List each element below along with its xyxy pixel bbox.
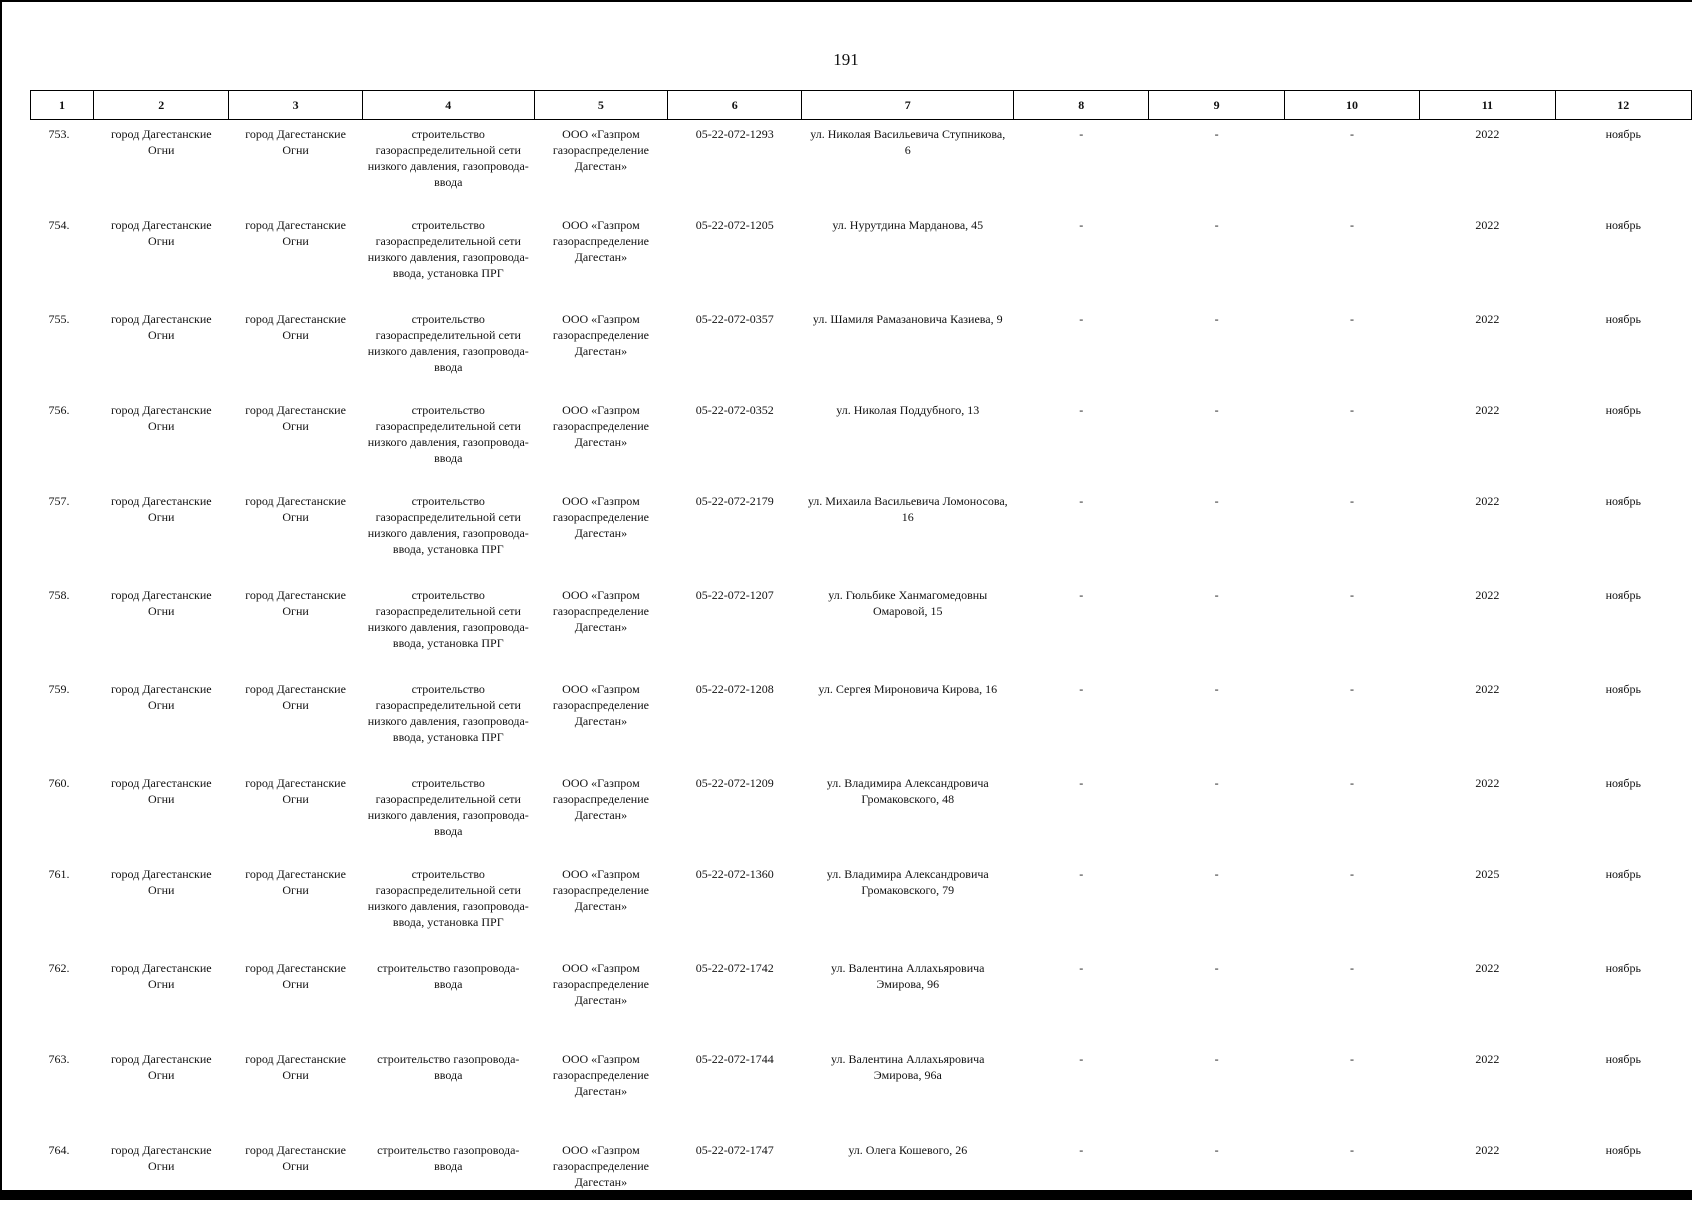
row-number: 763. bbox=[48, 1051, 70, 1066]
column-9-cell: - bbox=[1214, 1142, 1219, 1157]
column-header: 10 bbox=[1284, 91, 1419, 120]
work-type-cell: строительство газораспределительной сети низкого давления, газопровода-ввода, установка ПРГ bbox=[367, 587, 529, 650]
column-header: 9 bbox=[1149, 91, 1284, 120]
organization-cell: ООО «Газпром газораспределение Дагестан» bbox=[552, 402, 649, 449]
table-row bbox=[31, 396, 1692, 487]
column-9-cell: - bbox=[1214, 127, 1219, 141]
table-header bbox=[31, 91, 1692, 120]
work-type-cell: строительство газопровода-ввода bbox=[377, 1051, 520, 1082]
municipality-cell: город Дагестанские Огни bbox=[110, 217, 212, 248]
code-cell: 05-22-072-1205 bbox=[695, 217, 774, 232]
month-cell: ноябрь bbox=[1605, 493, 1641, 508]
address-cell: ул. Сергея Мироновича Кирова, 16 bbox=[818, 681, 998, 696]
work-type-cell: строительство газораспределительной сети низкого давления, газопровода-ввода, установка ПРГ bbox=[367, 681, 529, 744]
year-cell: 2022 bbox=[1475, 775, 1500, 790]
organization-cell: ООО «Газпром газораспределение Дагестан» bbox=[552, 493, 649, 540]
municipality-cell: город Дагестанские Огни bbox=[110, 587, 212, 618]
column-header: 5 bbox=[534, 91, 667, 120]
month-cell: ноябрь bbox=[1605, 587, 1641, 602]
page-number: 191 bbox=[833, 50, 859, 69]
column-9-cell: - bbox=[1214, 1051, 1219, 1066]
work-type-cell: строительство газопровода-ввода bbox=[377, 960, 520, 991]
code-cell: 05-22-072-1742 bbox=[695, 960, 774, 975]
code-cell: 05-22-072-0352 bbox=[695, 402, 774, 417]
table-row bbox=[31, 581, 1692, 675]
month-cell: ноябрь bbox=[1605, 311, 1641, 326]
column-header: 6 bbox=[668, 91, 802, 120]
column-header: 3 bbox=[229, 91, 362, 120]
month-cell: ноябрь bbox=[1605, 1142, 1641, 1157]
column-8-cell: - bbox=[1079, 217, 1084, 232]
work-type-cell: строительство газораспределительной сети низкого давления, газопровода-ввода, установка ПРГ bbox=[367, 217, 529, 280]
settlement-cell: город Дагестанские Огни bbox=[245, 1051, 346, 1082]
row-number: 753. bbox=[48, 127, 70, 141]
code-cell: 05-22-072-2179 bbox=[695, 493, 774, 508]
column-8-cell: - bbox=[1079, 493, 1084, 508]
settlement-cell: город Дагестанские Огни bbox=[245, 402, 346, 433]
header-row bbox=[31, 91, 1692, 120]
code-cell: 05-22-072-1293 bbox=[695, 127, 774, 141]
column-10-cell: - bbox=[1350, 1142, 1354, 1157]
month-cell: ноябрь bbox=[1605, 127, 1641, 141]
year-cell: 2022 bbox=[1475, 1051, 1500, 1066]
column-10-cell: - bbox=[1350, 493, 1354, 508]
settlement-cell: город Дагестанские Огни bbox=[245, 866, 346, 897]
municipality-cell: город Дагестанские Огни bbox=[110, 1051, 212, 1082]
work-type-cell: строительство газопровода-ввода bbox=[377, 1142, 520, 1173]
organization-cell: ООО «Газпром газораспределение Дагестан» bbox=[552, 866, 649, 913]
column-8-cell: - bbox=[1079, 775, 1084, 790]
address-cell: ул. Гюльбике Ханмагомедовны Омаровой, 15 bbox=[828, 587, 988, 618]
code-cell: 05-22-072-1208 bbox=[695, 681, 774, 696]
municipality-cell: город Дагестанские Огни bbox=[110, 866, 212, 897]
column-9-cell: - bbox=[1214, 681, 1219, 696]
work-type-cell: строительство газораспределительной сети низкого давления, газопровода-ввода bbox=[367, 127, 529, 189]
organization-cell: ООО «Газпром газораспределение Дагестан» bbox=[552, 1051, 649, 1098]
column-10-cell: - bbox=[1350, 960, 1354, 975]
column-8-cell: - bbox=[1079, 587, 1084, 602]
month-cell: ноябрь bbox=[1605, 402, 1641, 417]
organization-cell: ООО «Газпром газораспределение Дагестан» bbox=[552, 311, 649, 358]
row-number: 754. bbox=[48, 217, 70, 232]
column-10-cell: - bbox=[1350, 775, 1354, 790]
column-8-cell: - bbox=[1079, 960, 1084, 975]
column-10-cell: - bbox=[1350, 866, 1354, 881]
month-cell: ноябрь bbox=[1605, 1051, 1641, 1066]
address-cell: ул. Олега Кошевого, 26 bbox=[848, 1142, 968, 1157]
table-row bbox=[31, 305, 1692, 396]
column-9-cell: - bbox=[1214, 311, 1219, 326]
table-row bbox=[31, 120, 1692, 211]
row-number: 761. bbox=[48, 866, 70, 881]
year-cell: 2022 bbox=[1475, 127, 1500, 141]
municipality-cell: город Дагестанские Огни bbox=[110, 960, 212, 991]
municipality-cell: город Дагестанские Огни bbox=[110, 311, 212, 342]
organization-cell: ООО «Газпром газораспределение Дагестан» bbox=[552, 681, 649, 728]
address-cell: ул. Валентина Аллахьяровича Эмирова, 96 bbox=[831, 960, 985, 991]
column-header: 2 bbox=[94, 91, 229, 120]
month-cell: ноябрь bbox=[1605, 960, 1641, 975]
column-9-cell: - bbox=[1214, 960, 1219, 975]
row-number: 764. bbox=[48, 1142, 70, 1157]
code-cell: 05-22-072-1747 bbox=[695, 1142, 774, 1157]
column-header: 12 bbox=[1555, 91, 1691, 120]
municipality-cell: город Дагестанские Огни bbox=[110, 1142, 212, 1173]
organization-cell: ООО «Газпром газораспределение Дагестан» bbox=[552, 217, 649, 264]
month-cell: ноябрь bbox=[1605, 681, 1641, 696]
year-cell: 2022 bbox=[1475, 217, 1500, 232]
work-type-cell: строительство газораспределительной сети низкого давления, газопровода-ввода, установка ПРГ bbox=[367, 866, 529, 929]
month-cell: ноябрь bbox=[1605, 217, 1641, 232]
address-cell: ул. Шамиля Рамазановича Казиева, 9 bbox=[812, 311, 1003, 326]
column-header: 8 bbox=[1014, 91, 1149, 120]
column-9-cell: - bbox=[1214, 866, 1219, 881]
table-body bbox=[31, 120, 1692, 1227]
column-8-cell: - bbox=[1079, 866, 1084, 881]
address-cell: ул. Николая Васильевича Ступникова, 6 bbox=[810, 127, 1006, 157]
column-10-cell: - bbox=[1350, 587, 1354, 602]
settlement-cell: город Дагестанские Огни bbox=[245, 775, 346, 806]
organization-cell: ООО «Газпром газораспределение Дагестан» bbox=[552, 127, 649, 173]
column-header: 4 bbox=[362, 91, 534, 120]
scan-bottom-border bbox=[0, 1190, 1692, 1200]
column-9-cell: - bbox=[1214, 217, 1219, 232]
column-9-cell: - bbox=[1214, 493, 1219, 508]
work-type-cell: строительство газораспределительной сети низкого давления, газопровода-ввода bbox=[367, 402, 529, 465]
row-number: 758. bbox=[48, 587, 70, 602]
table-row bbox=[31, 1136, 1692, 1227]
year-cell: 2022 bbox=[1475, 681, 1500, 696]
year-cell: 2022 bbox=[1475, 960, 1500, 975]
year-cell: 2022 bbox=[1475, 311, 1500, 326]
municipality-cell: город Дагестанские Огни bbox=[110, 402, 212, 433]
work-type-cell: строительство газораспределительной сети низкого давления, газопровода-ввода, установка ПРГ bbox=[367, 493, 529, 556]
code-cell: 05-22-072-1360 bbox=[695, 866, 774, 881]
municipality-cell: город Дагестанские Огни bbox=[110, 681, 212, 712]
address-cell: ул. Владимира Александровича Громаковского, 79 bbox=[826, 866, 989, 897]
settlement-cell: город Дагестанские Огни bbox=[245, 217, 346, 248]
organization-cell: ООО «Газпром газораспределение Дагестан» bbox=[552, 960, 649, 1007]
row-number: 759. bbox=[48, 681, 70, 696]
table-row bbox=[31, 954, 1692, 1045]
code-cell: 05-22-072-1744 bbox=[695, 1051, 774, 1066]
year-cell: 2022 bbox=[1475, 587, 1500, 602]
column-8-cell: - bbox=[1079, 127, 1084, 141]
year-cell: 2022 bbox=[1475, 1142, 1500, 1157]
code-cell: 05-22-072-1209 bbox=[695, 775, 774, 790]
organization-cell: ООО «Газпром газораспределение Дагестан» bbox=[552, 1142, 649, 1189]
column-10-cell: - bbox=[1350, 217, 1354, 232]
municipality-cell: город Дагестанские Огни bbox=[110, 775, 212, 806]
settlement-cell: город Дагестанские Огни bbox=[245, 960, 346, 991]
row-number: 755. bbox=[48, 311, 70, 326]
code-cell: 05-22-072-1207 bbox=[695, 587, 774, 602]
settlement-cell: город Дагестанские Огни bbox=[245, 311, 346, 342]
column-10-cell: - bbox=[1350, 681, 1354, 696]
address-cell: ул. Валентина Аллахьяровича Эмирова, 96а bbox=[831, 1051, 985, 1082]
column-9-cell: - bbox=[1214, 775, 1219, 790]
work-type-cell: строительство газораспределительной сети низкого давления, газопровода-ввода bbox=[367, 311, 529, 374]
row-number: 760. bbox=[48, 775, 70, 790]
column-10-cell: - bbox=[1350, 1051, 1354, 1066]
municipality-cell: город Дагестанские Огни bbox=[110, 127, 212, 157]
month-cell: ноябрь bbox=[1605, 866, 1641, 881]
settlement-cell: город Дагестанские Огни bbox=[245, 587, 346, 618]
registry-table bbox=[30, 90, 1692, 1227]
table-row bbox=[31, 1045, 1692, 1136]
work-type-cell: строительство газораспределительной сети низкого давления, газопровода-ввода bbox=[367, 775, 529, 838]
column-8-cell: - bbox=[1079, 681, 1084, 696]
column-9-cell: - bbox=[1214, 587, 1219, 602]
column-10-cell: - bbox=[1350, 127, 1354, 141]
address-cell: ул. Николая Поддубного, 13 bbox=[836, 402, 980, 417]
row-number: 756. bbox=[48, 402, 70, 417]
column-10-cell: - bbox=[1350, 311, 1354, 326]
column-9-cell: - bbox=[1214, 402, 1219, 417]
page-top-edge bbox=[0, 0, 1692, 2]
row-number: 757. bbox=[48, 493, 70, 508]
organization-cell: ООО «Газпром газораспределение Дагестан» bbox=[552, 587, 649, 634]
settlement-cell: город Дагестанские Огни bbox=[245, 681, 346, 712]
settlement-cell: город Дагестанские Огни bbox=[245, 493, 346, 524]
column-8-cell: - bbox=[1079, 1051, 1084, 1066]
column-8-cell: - bbox=[1079, 311, 1084, 326]
municipality-cell: город Дагестанские Огни bbox=[110, 493, 212, 524]
table-row bbox=[31, 211, 1692, 305]
address-cell: ул. Михаила Васильевича Ломоносова, 16 bbox=[807, 493, 1008, 524]
organization-cell: ООО «Газпром газораспределение Дагестан» bbox=[552, 775, 649, 822]
settlement-cell: город Дагестанские Огни bbox=[245, 1142, 346, 1173]
table-row bbox=[31, 675, 1692, 769]
address-cell: ул. Нурутдина Марданова, 45 bbox=[832, 217, 984, 232]
year-cell: 2025 bbox=[1475, 866, 1500, 881]
column-8-cell: - bbox=[1079, 1142, 1084, 1157]
column-8-cell: - bbox=[1079, 402, 1084, 417]
row-number: 762. bbox=[48, 960, 70, 975]
code-cell: 05-22-072-0357 bbox=[695, 311, 774, 326]
month-cell: ноябрь bbox=[1605, 775, 1641, 790]
year-cell: 2022 bbox=[1475, 493, 1500, 508]
table-row bbox=[31, 769, 1692, 860]
year-cell: 2022 bbox=[1475, 402, 1500, 417]
table-row bbox=[31, 860, 1692, 954]
column-header: 11 bbox=[1420, 91, 1555, 120]
column-header: 1 bbox=[31, 91, 94, 120]
address-cell: ул. Владимира Александровича Громаковского, 48 bbox=[826, 775, 989, 806]
column-header: 7 bbox=[802, 91, 1014, 120]
table-row bbox=[31, 487, 1692, 581]
settlement-cell: город Дагестанские Огни bbox=[245, 127, 346, 157]
column-10-cell: - bbox=[1350, 402, 1354, 417]
page-left-edge bbox=[0, 0, 2, 1200]
